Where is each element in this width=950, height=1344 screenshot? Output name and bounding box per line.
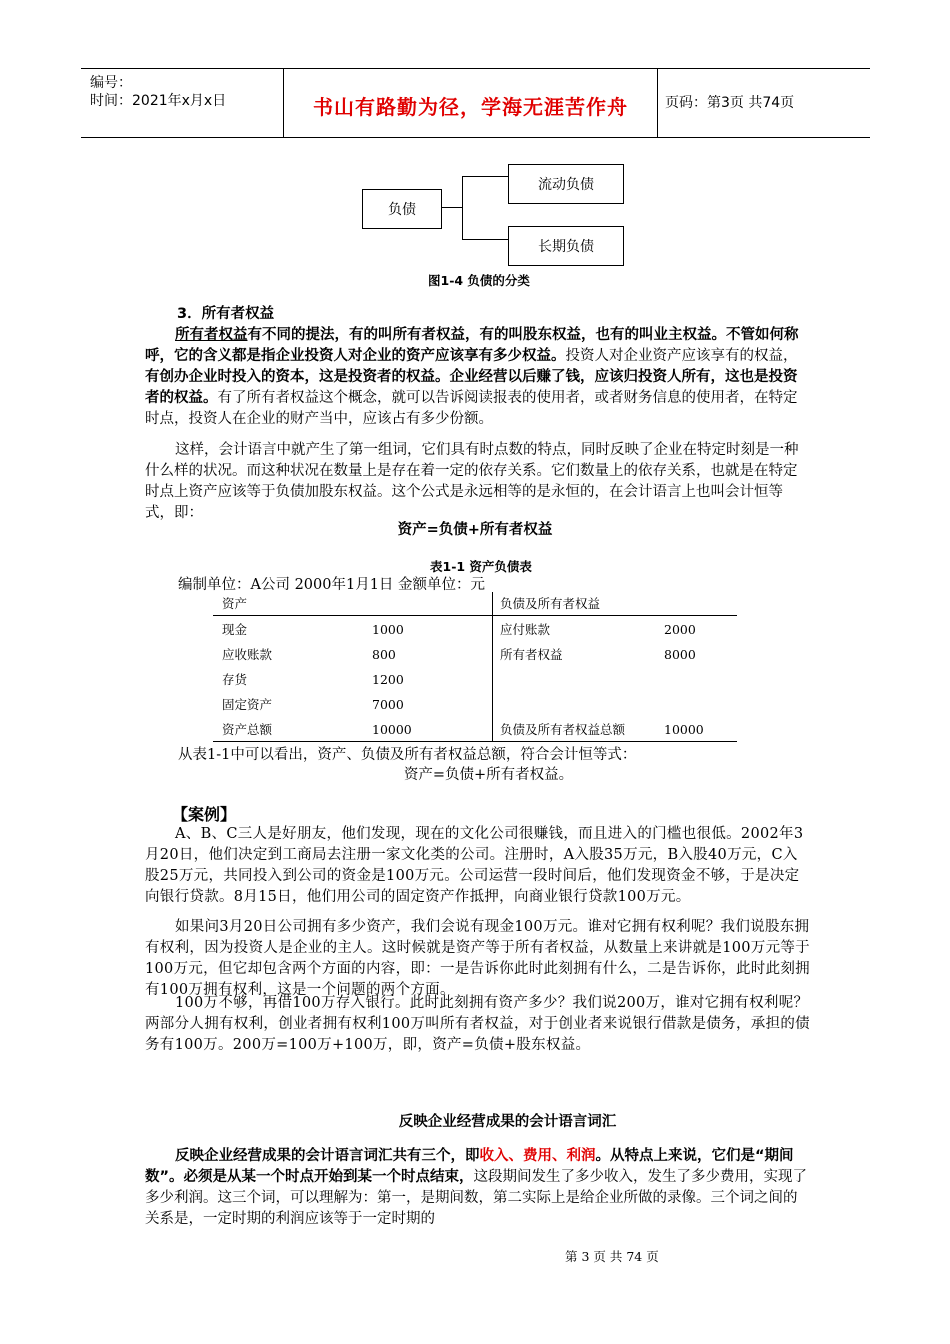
table-cell: 资产总额 (222, 722, 273, 737)
diagram-caption: 图1-4 负债的分类 (428, 273, 530, 288)
table-rule (213, 615, 737, 616)
table-subtitle: 编制单位：A公司 2000年1月1日 金额单位：元 (178, 577, 486, 593)
table-header-assets: 资产 (222, 596, 248, 611)
paragraph (145, 325, 810, 430)
number-label: 编号： (90, 75, 132, 91)
page-header (81, 68, 870, 138)
table-cell: 1000 (372, 622, 404, 637)
case-heading: 【案例】 (172, 805, 237, 824)
time-label: 时间：2021年x月x日 (90, 93, 227, 109)
paragraph (145, 1146, 810, 1230)
diagram-connector (441, 207, 462, 208)
table-cell: 800 (372, 647, 396, 662)
table-cell: 负债及所有者权益总额 (500, 722, 626, 737)
table-cell: 8000 (664, 647, 696, 662)
bold-text: 反映企业经营成果的会计语言词汇共有三个，即 (175, 1148, 480, 1164)
text: 这段期间发生了多少收入，发生了多少费用，实现了多少利润。这三个词，可以理解为：第一，是期间数，第二实际上是给企业所做的录像。三个词之间的关系是，一定时期的利润应该等于一定时期的 (145, 1169, 808, 1227)
table-cell: 现金 (222, 622, 248, 637)
paragraph: 这样，会计语言中就产生了第一组词，它们具有时点数的特点，同时反映了企业在特定时刻是一种什么样的状况。而这种状况在数量上是存在着一定的依存关系。它们数量上的依存关系，也就是在特定时点上资产应该等于负债加股东权益。这个公式是永远相等的是永恒的，在会计语言上也叫会计恒等式，即： (145, 442, 799, 521)
case-paragraph: A、B、C三人是好朋友，他们发现，现在的文化公司很赚钱，而且进入的门槛也很低。2002年3月20日，他们决定到工商局去注册一家文化类的公司。注册时，A入股35万元，B入股40万元，C入股25万元，共同投入到公司的资金是100万元。公司运营一段时间后，他们发现资金不够，于是决定向银行贷款。8月15日，他们用公司的固定资产作抵押，向商业银行贷款100万元。 (145, 826, 804, 905)
table-header-liabilities-equity: 负债及所有者权益 (500, 596, 601, 611)
bold-text: 有创办企业时投入的资本，这是投资者的权益。企业经营以后赚了钱，应该归投资人所有，这也是投资者的权益。 (145, 369, 798, 406)
table-cell: 10000 (664, 722, 704, 737)
table-cell: 10000 (372, 722, 412, 737)
table-cell: 应付账款 (500, 622, 551, 637)
header-divider (657, 69, 658, 137)
bold-text: 有不同的提法，有的叫所有者权益，有的叫股东权益，也有的叫业主权益。不管如何称呼，它的含义都是指企业投资人对企业的资产应该享有多少权益。 (145, 327, 799, 364)
diagram-connector (462, 176, 463, 239)
table-cell: 所有者权益 (500, 647, 563, 662)
diagram-root-box: 负债 (362, 189, 442, 229)
case-paragraph: 如果问3月20日公司拥有多少资产，我们会说有现金100万元。谁对它拥有权利呢？我们说股东拥有权利，因为投资人是企业的主人。这时候就是资产等于所有者权益，从数量上来讲就是100万元等于100万元，但它却包含两个方面的内容，即：一是告诉你此时此刻拥有什么，二是告诉你，此时此刻拥有100万拥有权利，这是一个问题的两个方面。 (145, 919, 810, 998)
table-cell: 存货 (222, 672, 248, 687)
table-cell: 2000 (664, 622, 696, 637)
section-heading: 反映企业经营成果的会计语言词汇 (398, 1114, 617, 1130)
text: 投资人对企业资产应该享有的权益， (565, 348, 798, 364)
header-motto: 书山有路勤为径，学海无涯苦作舟 (313, 95, 628, 119)
diagram-connector (462, 176, 508, 177)
section-heading: 3．所有者权益 (177, 306, 275, 322)
table-note: 从表1-1中可以看出，资产、负债及所有者权益总额，符合会计恒等式： (178, 747, 637, 763)
table-cell: 固定资产 (222, 697, 273, 712)
text: 有了所有者权益这个概念，就可以告诉阅读报表的使用者，或者财务信息的使用者，在特定时点，投资人在企业的财产当中，应该占有多少份额。 (145, 390, 798, 427)
page-footer: 第 3 页 共 74 页 (565, 1249, 659, 1264)
table-divider (492, 592, 493, 742)
highlight-text: 收入、费用、利润 (479, 1148, 596, 1164)
table-rule (213, 741, 737, 742)
table-cell: 7000 (372, 697, 404, 712)
diagram-child-current-liabilities: 流动负债 (508, 164, 624, 204)
table-title: 表1-1 资产负债表 (430, 559, 532, 574)
table-cell: 应收账款 (222, 647, 273, 662)
term-owners-equity: 所有者权益 (175, 327, 248, 343)
bold-text: 。从特点上来说，它们是“期间数”。必须是从某一个时点开始到某一个时点结束， (145, 1148, 794, 1185)
diagram-connector (462, 239, 508, 240)
equation: 资产=负债+所有者权益 (397, 522, 553, 538)
table-note-equation: 资产=负债+所有者权益。 (403, 767, 574, 783)
diagram-child-longterm-liabilities: 长期负债 (508, 226, 624, 266)
case-paragraph: 100万不够，再借100万存入银行。此时此刻拥有资产多少？我们说200万，谁对它拥有权利呢？两部分人拥有权利，创业者拥有权利100万叫所有者权益，对于创业者来说银行借款是债务，承担的债务有100万。200万=100万+100万，即，资产=负债+股东权益。 (145, 995, 810, 1053)
table-cell: 1200 (372, 672, 404, 687)
page-info: 页码：第3页 共74页 (665, 95, 795, 111)
